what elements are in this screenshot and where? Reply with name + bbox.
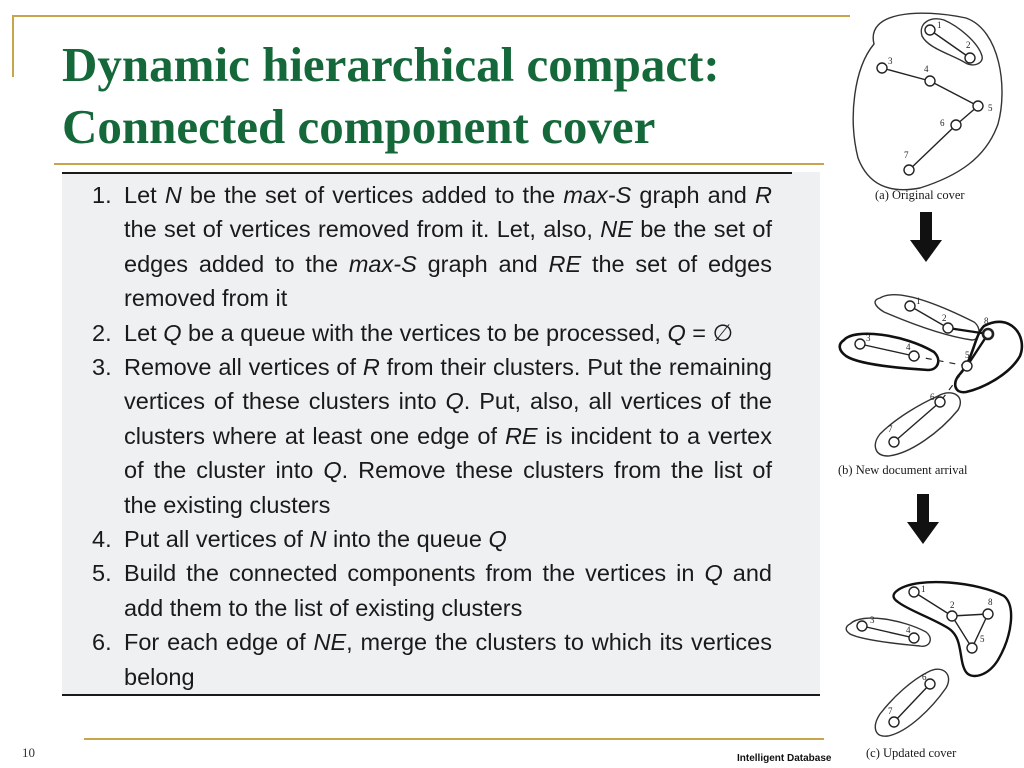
vertex-label: 1 [916, 296, 921, 306]
title-underline [54, 163, 824, 165]
arrow-head [910, 240, 942, 262]
step-number: 4. [92, 526, 112, 553]
vertex [962, 361, 972, 371]
edge [914, 592, 952, 616]
figure-new-document-arrival [834, 284, 1024, 464]
vertex [904, 165, 914, 175]
algorithm-step-2 [82, 316, 772, 350]
vertex-label: 3 [870, 615, 875, 625]
vertex-label: 3 [866, 333, 871, 343]
step-number: 5. [92, 560, 112, 587]
vertex-label: 7 [904, 150, 909, 160]
algorithm-step-3 [82, 350, 772, 522]
slide-title-line-2: Connected component cover [62, 99, 656, 154]
step-number: 2. [92, 319, 112, 346]
slide-number: 10 [22, 745, 35, 760]
arrow-shaft [917, 494, 929, 524]
vertex [909, 587, 919, 597]
step-text: Put all vertices of N into the queue Q [124, 526, 507, 553]
vertex-label: 8 [984, 316, 989, 326]
step-text: Build the connected components from the vertices in Q and add them to the list of existing clusters [124, 560, 772, 621]
vertex-label: 2 [966, 40, 971, 50]
algorithm-step-1 [82, 178, 772, 316]
figure-updated-cover [838, 576, 1024, 748]
step-number: 3. [92, 354, 112, 381]
vertex [973, 101, 983, 111]
step-text: Remove all vertices of R from their clusters. Put the remaining vertices of these clusters into Q. Put, also, all vertices of the clusters where at least one edge of RE is incident to a vertex of the cluster into Q. Remove these clusters from the list of the existing clusters [124, 354, 773, 518]
footer-rule [84, 738, 824, 740]
slide-title [62, 34, 842, 158]
slide-title-line-1: Dynamic hierarchical compact: [62, 37, 720, 92]
vertex-label: 8 [988, 597, 993, 607]
cluster-outline [875, 295, 979, 340]
step-number: 1. [92, 182, 112, 208]
edge [930, 30, 970, 58]
vertex [925, 76, 935, 86]
vertex-label: 5 [980, 634, 985, 644]
edge [909, 125, 956, 170]
vertex [943, 323, 953, 333]
step-number: 6. [92, 629, 112, 656]
top-rule [12, 15, 850, 17]
edge [914, 356, 967, 366]
edge [882, 68, 930, 81]
edge [930, 81, 978, 106]
figure-caption-b: (b) New document arrival [838, 463, 968, 477]
arrow-shaft [920, 212, 932, 242]
vertex-label: 6 [930, 392, 935, 402]
step-text: Let Q be a queue with the vertices to be processed, Q = ∅ [124, 319, 733, 346]
vertex [925, 25, 935, 35]
vertex-label: 7 [888, 706, 893, 716]
step-text: For each edge of NE, merge the clusters to which its vertices belong [124, 629, 772, 690]
vertex-label: 1 [921, 584, 926, 594]
vertex [935, 397, 945, 407]
vertex-label: 1 [937, 20, 942, 30]
vertex [909, 633, 919, 643]
vertex [983, 329, 993, 339]
algorithm-steps [82, 178, 772, 694]
vertex [967, 643, 977, 653]
algorithm-top-border [62, 172, 792, 174]
vertex-label: 7 [888, 424, 893, 434]
vertex [925, 679, 935, 689]
vertex [983, 609, 993, 619]
figure-original-cover [848, 8, 1024, 193]
vertex [905, 301, 915, 311]
edge [894, 402, 940, 442]
figure-caption-a: (a) Original cover [875, 188, 965, 202]
algorithm-step-4 [82, 522, 772, 556]
edge [894, 684, 930, 722]
algorithm-box [62, 172, 820, 696]
cluster-outline [840, 334, 939, 370]
down-arrow-icon [910, 212, 942, 264]
vertex [877, 63, 887, 73]
vertex-label: 4 [924, 64, 929, 74]
algorithm-step-5 [82, 556, 772, 625]
vertex-label: 2 [950, 600, 955, 610]
figure-caption-c: (c) Updated cover [866, 746, 957, 760]
vertex-label: 5 [988, 103, 993, 113]
down-arrow-icon [907, 494, 939, 546]
vertex-group [857, 587, 993, 727]
vertex [855, 339, 865, 349]
vertex-label: 5 [965, 350, 970, 360]
vertex-label: 4 [906, 625, 911, 635]
step-text: Let N be the set of vertices added to the max-S graph and R the set of vertices removed from it. Let, also, NE be the set of edges added to the max-S graph and RE the set of edges removed from it [124, 182, 773, 312]
vertex-label: 3 [888, 56, 893, 66]
vertex [889, 437, 899, 447]
algorithm-step-6 [82, 625, 772, 694]
arrow-head [907, 522, 939, 544]
vertex-label: 2 [942, 313, 947, 323]
vertex-label: 6 [922, 672, 927, 682]
vertex-group [855, 301, 993, 447]
vertex [947, 611, 957, 621]
footer-text: Intelligent Database [737, 753, 832, 764]
algorithm-bottom-border [62, 694, 820, 696]
vertex [965, 53, 975, 63]
vertex-label: 4 [906, 342, 911, 352]
left-rule [12, 15, 14, 77]
vertex [909, 351, 919, 361]
vertex [857, 621, 867, 631]
vertex-label: 6 [940, 118, 945, 128]
vertex [889, 717, 899, 727]
vertex [951, 120, 961, 130]
